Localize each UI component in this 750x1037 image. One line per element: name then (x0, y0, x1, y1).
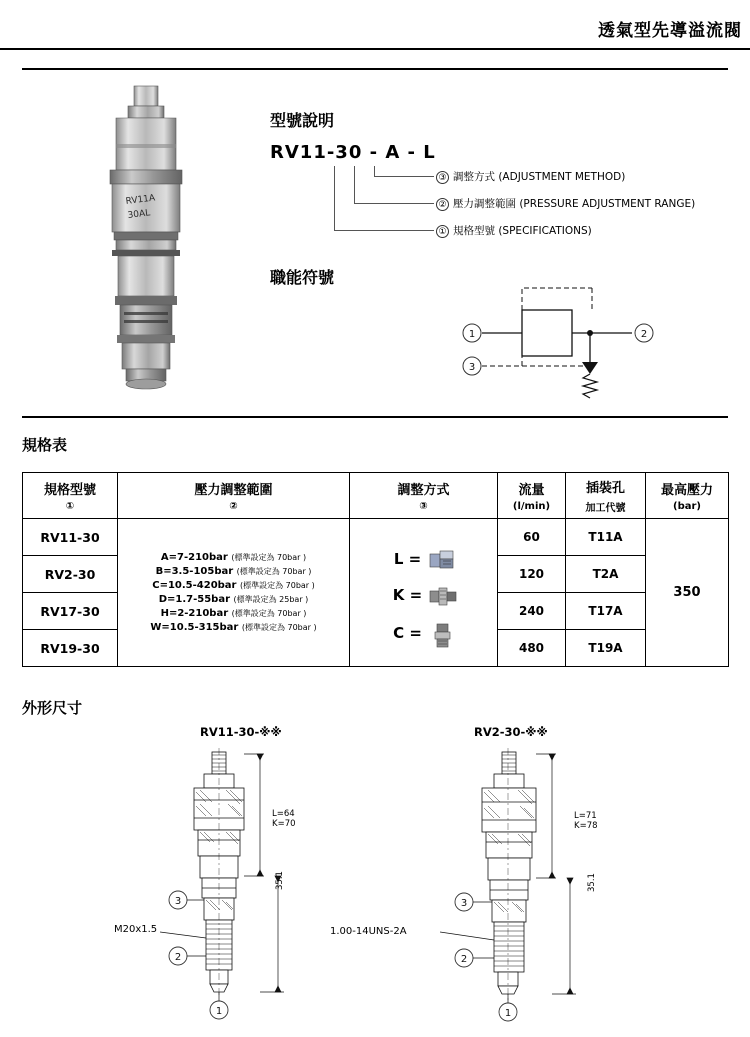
cell-model-3: RV19-30 (23, 630, 118, 667)
header-adjust-sub: ③ (419, 501, 428, 512)
header-range (118, 473, 350, 519)
product-overview-block (22, 68, 728, 418)
header-model-label: 規格型號 (43, 483, 96, 498)
dimension-drawings (0, 700, 750, 1037)
header-maxpressure-sub: (bar) (673, 501, 701, 512)
range-item-4 (124, 607, 343, 621)
header-adjust (350, 473, 498, 519)
range-note-4: (標準設定為 70bar ) (231, 609, 307, 618)
cell-range-list (118, 519, 350, 667)
cell-flow-3: 480 (498, 630, 566, 667)
adjust-label-K: K = (392, 585, 423, 604)
table-row (23, 519, 729, 556)
svg-text:1: 1 (468, 329, 476, 340)
header-flow-sub: (l/min) (512, 501, 551, 512)
range-main-3: D=1.7-55bar (158, 594, 231, 605)
valve-photo (82, 84, 212, 404)
dim-left-L: L=64 (272, 809, 295, 819)
range-item-1 (124, 565, 343, 579)
lock-nut-icon (428, 585, 454, 605)
cell-adjust-list (350, 519, 498, 667)
page-header (0, 0, 750, 50)
dim-right-title: RV2-30-※※ (474, 725, 548, 739)
svg-text:30AL: 30AL (127, 208, 151, 221)
range-item-3 (124, 593, 343, 607)
note-text-2: 壓力調整範圍 (PRESSURE ADJUSTMENT RANGE) (453, 198, 696, 210)
dim-left-title: RV11-30-※※ (200, 725, 282, 739)
range-main-4: H=2-210bar (160, 608, 229, 619)
cell-flow-2: 240 (498, 593, 566, 630)
cell-flow-1: 120 (498, 556, 566, 593)
dim-left-K: K=70 (272, 818, 296, 829)
range-main-2: C=10.5-420bar (152, 580, 237, 591)
svg-text:1: 1 (215, 1006, 223, 1017)
page-title: 透氣型先導溢流閥 (598, 21, 742, 41)
cell-cavity-0: T11A (566, 519, 646, 556)
range-note-2: (標準設定為 70bar ) (239, 581, 315, 590)
leader-tick-3 (374, 166, 375, 176)
svg-text:3: 3 (468, 362, 476, 373)
header-cavity (566, 473, 646, 519)
svg-text:RV11A: RV11A (125, 193, 156, 207)
header-cavity-sub: 加工代號 (585, 503, 626, 514)
dim-right-height: 35.1 (587, 873, 597, 892)
leader-line-2 (354, 203, 434, 204)
spec-table (22, 472, 729, 667)
cell-model-2: RV17-30 (23, 593, 118, 630)
leader-tick-1 (334, 166, 335, 230)
header-range-sub: ② (229, 501, 238, 512)
note-adjustment-method (436, 169, 625, 184)
spec-section-title: 規格表 (22, 436, 68, 454)
dim-left-length (272, 810, 296, 830)
cap-screw-icon (428, 623, 454, 643)
range-note-1: (標準設定為 70bar ) (236, 567, 312, 576)
svg-text:2: 2 (174, 952, 182, 963)
dimensions-section-title: 外形尺寸 (22, 699, 83, 717)
cell-cavity-1: T2A (566, 556, 646, 593)
header-maxpressure (646, 473, 729, 519)
note-specifications (436, 223, 592, 238)
dim-right-L: L=71 (574, 811, 597, 821)
range-main-0: A=7-210bar (160, 552, 228, 563)
range-main-1: B=3.5-105bar (155, 566, 234, 577)
cell-model-0: RV11-30 (23, 519, 118, 556)
cell-model-1: RV2-30 (23, 556, 118, 593)
function-symbol-heading: 職能符號 (270, 268, 335, 287)
cell-max-pressure: 350 (646, 519, 729, 667)
leader-tick-2 (354, 166, 355, 203)
dim-left-drawing (160, 748, 350, 1033)
range-note-3: (標準設定為 25bar ) (233, 595, 309, 604)
header-range-label: 壓力調整範圍 (194, 483, 273, 498)
adjust-option-L (351, 549, 496, 569)
range-note-0: (標準設定為 70bar ) (231, 553, 307, 562)
range-item-0 (124, 551, 343, 565)
hydraulic-symbol (462, 270, 692, 410)
dim-right-drawing (440, 748, 640, 1033)
model-explanation-heading: 型號說明 (270, 111, 335, 130)
dim-right-thread: 1.00-14UNS-2A (330, 926, 407, 937)
header-cavity-label: 插裝孔 (585, 481, 625, 496)
adjust-label-L: L = (393, 549, 422, 568)
header-flow-label: 流量 (518, 483, 545, 498)
leader-line-1 (334, 230, 434, 231)
range-main-5: W=10.5-315bar (150, 622, 239, 633)
svg-text:2: 2 (640, 329, 648, 340)
adjust-option-C (351, 623, 496, 643)
svg-text:2: 2 (460, 954, 468, 965)
model-code: RV11-30 - A - L (270, 142, 436, 163)
adjust-label-C: C = (393, 623, 422, 642)
range-item-5 (124, 621, 343, 635)
range-item-2 (124, 579, 343, 593)
leader-line-3 (374, 176, 434, 177)
range-note-5: (標準設定為 70bar ) (241, 623, 317, 632)
dim-right-K: K=78 (574, 820, 598, 831)
knob-icon (427, 549, 453, 569)
svg-text:3: 3 (174, 896, 182, 907)
svg-text:3: 3 (460, 898, 468, 909)
header-model (23, 473, 118, 519)
svg-text:1: 1 (504, 1008, 512, 1019)
dim-left-height: 35.1 (275, 871, 285, 890)
spec-table-header-row (23, 473, 729, 519)
note-number-2: ② (436, 198, 449, 211)
dim-right-length (574, 812, 598, 832)
cell-cavity-2: T17A (566, 593, 646, 630)
header-flow (498, 473, 566, 519)
note-pressure-range (436, 196, 695, 211)
note-text-3: 調整方式 (ADJUSTMENT METHOD) (453, 171, 626, 183)
dim-left-thread: M20x1.5 (114, 924, 158, 935)
header-maxpressure-label: 最高壓力 (660, 483, 713, 498)
cell-cavity-3: T19A (566, 630, 646, 667)
note-text-1: 規格型號 (SPECIFICATIONS) (453, 225, 592, 237)
header-divider (0, 48, 750, 50)
note-number-1: ① (436, 225, 449, 238)
note-number-3: ③ (436, 171, 449, 184)
header-adjust-label: 調整方式 (397, 483, 450, 498)
header-model-sub: ① (65, 501, 75, 512)
cell-flow-0: 60 (498, 519, 566, 556)
adjust-option-K (351, 585, 496, 605)
